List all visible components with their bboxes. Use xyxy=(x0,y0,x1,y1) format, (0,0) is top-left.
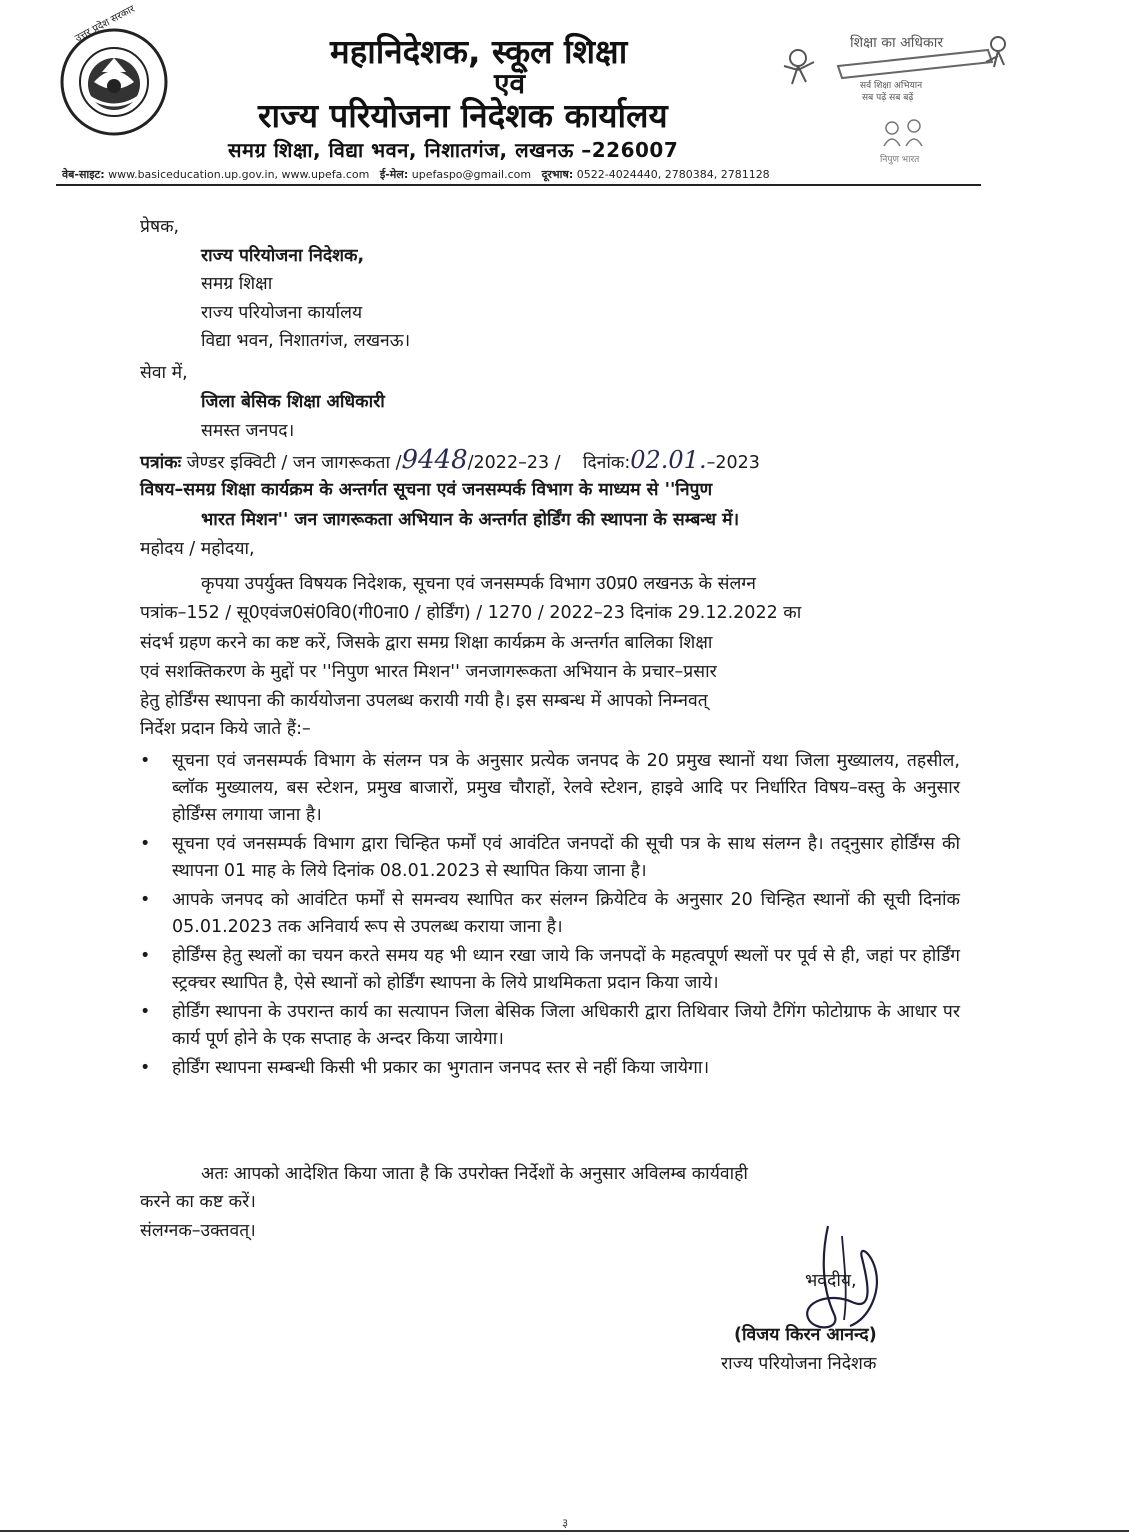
website-label: वेब-साइट: xyxy=(62,168,105,181)
intro-line-6: निर्देश प्रदान किये जाते हैं:– xyxy=(140,719,311,739)
reference-prefix: जेण्डर इक्विटी / जन जागरूकता / xyxy=(186,453,402,473)
office-title-line2: एवं xyxy=(494,67,526,100)
up-government-seal-icon xyxy=(58,26,170,138)
closing-line2: करने का कष्ट करें। xyxy=(140,1192,256,1212)
list-item xyxy=(140,748,960,829)
bullet-icon: • xyxy=(140,946,151,966)
letterhead xyxy=(0,0,1129,190)
phone-label: दूरभाष: xyxy=(541,168,574,181)
email-value: upefaspo@gmail.com xyxy=(411,168,532,181)
rte-logo-text: शिक्षा का अधिकार xyxy=(850,35,944,51)
email-label: ई-मेल: xyxy=(379,168,409,181)
bullet-icon: • xyxy=(140,834,151,854)
yours-faithfully: भवदीय, xyxy=(805,1271,857,1291)
list-item-text: होर्डिंग स्थापना सम्बन्धी किसी भी प्रकार का भुगतान जनपद स्तर से नहीं किया जायेगा। xyxy=(172,1058,710,1078)
intro-line-4: एवं सशक्तिकरण के मुद्दों पर ''निपुण भारत मिशन'' जनजागरूकता अभियान के प्रचार–प्रसार xyxy=(140,662,717,682)
bullet-icon: • xyxy=(140,890,151,910)
list-item xyxy=(140,1055,960,1082)
intro-line-3: संदर्भ ग्रहण करने का कष्ट करें, जिसके द्वारा समग्र शिक्षा कार्यक्रम के अन्तर्गत बालिका शिक्षा xyxy=(140,633,713,653)
intro-line-2: पत्रांक–152 / सू0एवंज0सं0वि0(गी0ना0 / होर्डिंग) / 1270 / 2022–23 दिनांक 29.12.2022 का xyxy=(140,603,802,623)
reference-label: पत्रांकः xyxy=(140,453,182,473)
closing-line1: अतः आपको आदेशित किया जाता है कि उपरोक्त निर्देशों के अनुसार अविलम्ब कार्यवाही xyxy=(201,1164,748,1184)
salutation: महोदय / महोदया, xyxy=(140,539,255,559)
contact-line xyxy=(62,167,770,182)
ssa-logo-text: सर्व शिक्षा अभियान xyxy=(860,81,923,91)
bottom-edge xyxy=(0,1530,1129,1532)
seal-text: उत्तर प्रदेश सरकार xyxy=(73,3,137,45)
intro-line-5: हेतु होर्डिंग्स स्थापना की कार्ययोजना उपलब्ध करायी गयी है। इस सम्बन्ध में आपको निम्नवत् xyxy=(140,691,708,711)
date-label: दिनांक: xyxy=(582,453,631,473)
recipient-label: सेवा में, xyxy=(140,363,188,383)
sender-designation: राज्य परियोजना निदेशक, xyxy=(201,246,365,266)
ssa-slogan-text: सब पढ़ें सब बढ़ें xyxy=(862,93,914,103)
list-item-text: सूचना एवं जनसम्पर्क विभाग के संलग्न पत्र के अनुसार प्रत्येक जनपद के 20 प्रमुख स्थानों यथा जिला मुख्यालय, तहसील, ब्लॉक मुख्यालय, बस स्टेशन, प्रमुख बाजारों, प्रमुख चौराहों, रेलवे स्टेशन, हाइवे आदि पर निर्धारित विषय–वस्तु के अनुसार होर्डिंग्स लगाया जाना है। xyxy=(172,751,960,825)
intro-line-1: कृपया उपर्युक्त विषयक निदेशक, सूचना एवं जनसम्पर्क विभाग उ0प्र0 लखनऊ के संलग्न xyxy=(201,574,756,594)
sender-line4: विद्या भवन, निशातगंज, लखनऊ। xyxy=(201,331,411,351)
bullet-icon: • xyxy=(140,1002,151,1022)
reference-number-handwritten: 9448 xyxy=(401,445,468,475)
list-item xyxy=(140,999,960,1053)
reference-line xyxy=(140,447,760,477)
office-title-line3: राज्य परियोजना निदेशक कार्यालय xyxy=(258,96,668,135)
header-divider xyxy=(56,184,981,186)
page-mark: ३ xyxy=(562,1516,569,1530)
subject-line2: भारत मिशन'' जन जागरूकता अभियान के अन्तर्गत होर्डिंग की स्थापना के सम्बन्ध में। xyxy=(201,510,740,530)
list-item-text: सूचना एवं जनसम्पर्क विभाग द्वारा चिन्हित फर्मों एवं आवंटित जनपदों की सूची पत्र के साथ संलग्न है। तद्नुसार होर्डिंग्स की स्थापना 01 माह के लिये दिनांक 08.01.2023 से स्थापित किया जाना है। xyxy=(172,834,960,881)
phone-value: 0522-4024440, 2780384, 2781128 xyxy=(576,168,770,181)
date-year: –2023 xyxy=(706,453,760,473)
sender-line2: समग्र शिक्षा xyxy=(201,274,273,294)
sender-line3: राज्य परियोजना कार्यालय xyxy=(201,303,363,323)
list-item-text: होर्डिंग्स हेतु स्थलों का चयन करते समय यह भी ध्यान रखा जाये कि जनपदों के महत्वपूर्ण स्थलों पर पूर्व से ही, जहां पर होर्डिंग स्ट्रक्चर स्थापित है, ऐसे स्थानों को होर्डिंग स्थापना के लिये प्राथमिकता प्रदान किया जाये। xyxy=(172,946,960,993)
signatory-designation: राज्य परियोजना निदेशक xyxy=(721,1354,877,1374)
list-item-text: होर्डिंग स्थापना के उपरान्त कार्य का सत्यापन जिला बेसिक जिला अधिकारी द्वारा तिथिवार जियो टैगिंग फोटोग्राफ के आधार पर कार्य पूर्ण होने के एक सप्ताह के अन्दर किया जायेगा। xyxy=(172,1002,960,1049)
bullet-icon: • xyxy=(140,1058,151,1078)
nipun-bharat-logo-icon xyxy=(870,116,940,152)
list-item xyxy=(140,831,960,885)
office-title-line1: महानिदेशक, स्कूल शिक्षा xyxy=(330,32,628,71)
date-handwritten: 02.01. xyxy=(630,446,707,474)
recipient-designation: जिला बेसिक शिक्षा अधिकारी xyxy=(201,392,385,412)
bullet-icon: • xyxy=(140,751,151,771)
recipient-line2: समस्त जनपद। xyxy=(201,421,295,441)
office-address: समग्र शिक्षा, विद्या भवन, निशातगंज, लखनऊ –226007 xyxy=(228,138,679,162)
reference-suffix: /2022–23 / xyxy=(467,453,561,473)
list-item xyxy=(140,943,960,997)
enclosure-note: संलग्नक–उक्तवत्। xyxy=(140,1221,256,1241)
sender-label: प्रेषक, xyxy=(140,217,180,237)
list-item xyxy=(140,887,960,941)
subject-line1: विषय–समग्र शिक्षा कार्यक्रम के अन्तर्गत सूचना एवं जनसम्पर्क विभाग के माध्यम से ''निपुण xyxy=(140,480,713,500)
nipun-logo-text: निपुण भारत xyxy=(880,155,920,165)
signatory-name: (विजय किरन आनन्द) xyxy=(734,1325,877,1345)
list-item-text: आपके जनपद को आवंटित फर्मों से समन्वय स्थापित कर संलग्न क्रियेटिव के अनुसार 20 चिन्हित स्थानों की सूची दिनांक 05.01.2023 तक अनिवार्य रूप से उपलब्ध कराया जाना है। xyxy=(172,890,960,937)
instruction-list xyxy=(140,748,960,1082)
website-value: www.basiceducation.up.gov.in, www.upefa.com xyxy=(108,168,370,181)
